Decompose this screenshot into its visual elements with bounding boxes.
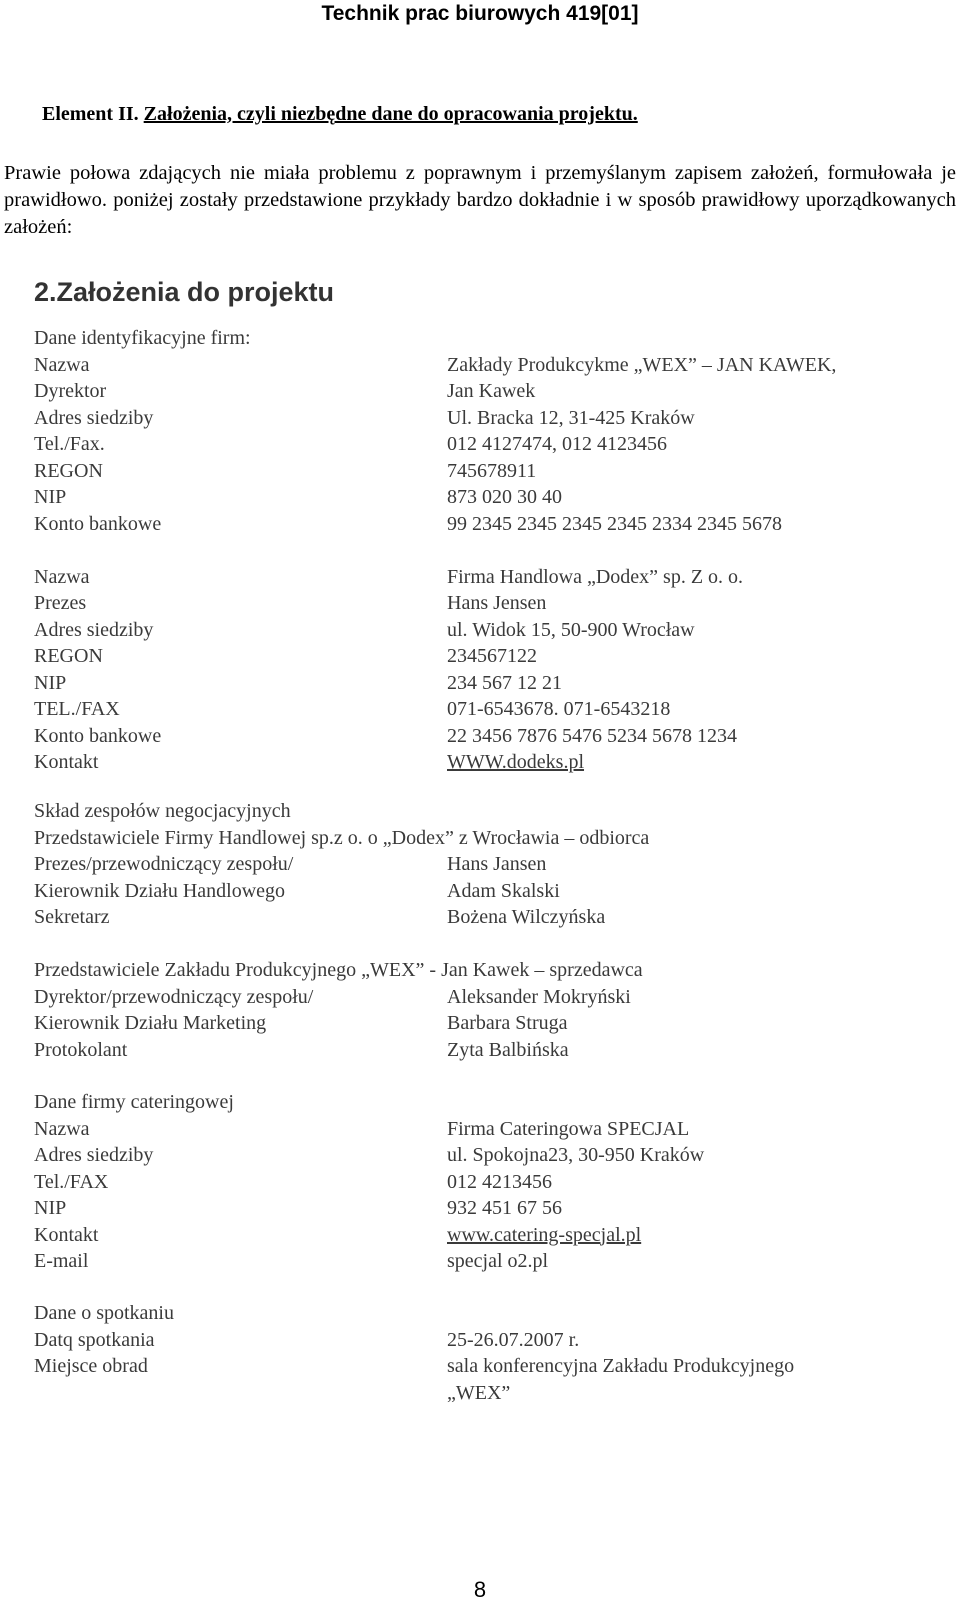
field-label: Nazwa — [34, 1117, 90, 1140]
field-value: 012 4213456 — [447, 1170, 552, 1193]
section-label: Element II. — [42, 103, 139, 125]
field-value: 071-6543678. 071-6543218 — [447, 698, 671, 720]
firm2-list — [34, 566, 934, 778]
field-value: ul. Spokojna23, 30-950 Kraków — [447, 1144, 705, 1166]
field-value: Zakłady Produkcykme „WEX” – JAN KAWEK, — [447, 353, 837, 376]
field-label: Dyrektor — [34, 380, 107, 402]
field-row — [34, 1012, 934, 1039]
field-value: Hans Jensen — [447, 592, 547, 614]
team1-heading: Przedstawiciele Firmy Handlowej sp.z o. o „Dodex” z Wrocławia – odbiorca — [34, 826, 650, 849]
field-value: Hans Jansen — [447, 853, 547, 875]
field-label: NIP — [34, 671, 67, 694]
field-row — [34, 619, 934, 646]
field-label: Tel./FAX — [34, 1170, 109, 1193]
field-value: specjal o2.pl — [447, 1250, 549, 1272]
section-title: Założenia, czyli niezbędne dane do opracowania projektu. — [143, 103, 638, 125]
intro-paragraph — [4, 160, 956, 241]
teams-heading: Skład zespołów negocjacyjnych — [34, 800, 291, 822]
field-row — [34, 566, 934, 593]
field-row — [34, 592, 934, 619]
field-row — [34, 645, 934, 672]
field-label: Adres siedziby — [34, 1144, 154, 1166]
field-row — [34, 1224, 934, 1251]
field-row — [34, 1171, 934, 1198]
field-value: 25-26.07.2007 r. — [447, 1328, 580, 1351]
field-value: sala konferencyjna Zakładu Produkcyjnego — [447, 1355, 795, 1377]
field-value: Adam Skalski — [447, 879, 560, 902]
page-number: 8 — [473, 1577, 487, 1602]
field-row — [34, 1039, 934, 1066]
field-row — [34, 725, 934, 752]
field-label: Protokolant — [34, 1038, 128, 1061]
field-label: NIP — [34, 486, 67, 508]
catering-heading: Dane firmy cateringowej — [34, 1091, 234, 1113]
field-label: Prezes/przewodniczący zespołu/ — [34, 853, 294, 875]
field-value: 012 4127474, 012 4123456 — [447, 433, 667, 455]
firm1-list — [34, 354, 934, 540]
field-label: REGON — [34, 459, 103, 482]
field-row — [34, 751, 934, 778]
field-label: REGON — [34, 645, 103, 667]
field-label: Kontakt — [34, 1223, 99, 1246]
field-label: Dyrektor/przewodniczący zespołu/ — [34, 985, 314, 1008]
scanned-document — [0, 265, 960, 1465]
field-label: Konto bankowe — [34, 512, 162, 535]
field-value: 932 451 67 56 — [447, 1197, 562, 1219]
team2-list — [34, 986, 934, 1066]
field-row — [34, 1144, 934, 1171]
firms-heading: Dane identyfikacyjne firm: — [34, 327, 251, 349]
field-row — [34, 407, 934, 434]
team1-list — [34, 853, 934, 933]
field-label: Prezes — [34, 592, 87, 614]
field-row — [34, 460, 934, 487]
field-label: Nazwa — [34, 353, 90, 376]
field-label: TEL./FAX — [34, 698, 120, 720]
field-row — [34, 880, 934, 907]
team2-heading: Przedstawiciele Zakładu Produkcyjnego „WEX” - Jan Kawek – sprzedawca — [34, 959, 643, 981]
field-value: 234567122 — [447, 645, 537, 667]
meeting-section — [34, 1302, 934, 1408]
running-header: Technik prac biurowych 419[01] — [321, 2, 639, 25]
field-value: 234 567 12 21 — [447, 671, 562, 694]
field-row — [34, 698, 934, 725]
field-label: Datq spotkania — [34, 1328, 155, 1351]
field-row — [34, 433, 934, 460]
field-value: „WEX” — [447, 1381, 511, 1404]
field-label: Konto bankowe — [34, 724, 162, 747]
teams-section — [34, 800, 934, 1065]
field-row — [34, 1118, 934, 1145]
field-row — [34, 1197, 934, 1224]
field-value: Zyta Balbińska — [447, 1038, 569, 1061]
field-row — [34, 1382, 934, 1409]
field-value: Ul. Bracka 12, 31-425 Kraków — [447, 406, 695, 429]
field-value: 873 020 30 40 — [447, 486, 562, 508]
field-row — [34, 354, 934, 381]
field-row — [34, 380, 934, 407]
scan-title: 2.Założenia do projektu — [34, 277, 335, 307]
field-value: Barbara Struga — [447, 1012, 568, 1034]
catering-section — [34, 1091, 934, 1277]
intro-text: Prawie połowa zdających nie miała problemu z poprawnym i przemyślanym zapisem założeń, formułowała je prawidłowo. poniżej zostały przedstawione przykłady bardzo dokładnie i w sposób prawidłowy uporządkowanych założeń: — [4, 162, 956, 238]
field-row — [34, 513, 934, 540]
field-row — [34, 986, 934, 1013]
field-row — [34, 853, 934, 880]
field-label: Kontakt — [34, 751, 99, 773]
firms-section — [34, 327, 934, 778]
field-value: Aleksander Mokryński — [447, 985, 631, 1008]
website-link: WWW.dodeks.pl — [447, 751, 585, 773]
catering-list — [34, 1118, 934, 1277]
field-label: Nazwa — [34, 565, 90, 588]
field-row — [34, 1329, 934, 1356]
field-row — [34, 486, 934, 513]
field-value: Bożena Wilczyńska — [447, 906, 606, 928]
field-value: 99 2345 2345 2345 2345 2334 2345 5678 — [447, 512, 782, 535]
meeting-list — [34, 1329, 934, 1409]
field-row — [34, 1250, 934, 1277]
field-row — [34, 1355, 934, 1382]
field-value: ul. Widok 15, 50-900 Wrocław — [447, 618, 695, 641]
field-label: Kierownik Działu Marketing — [34, 1012, 267, 1034]
field-value: Jan Kawek — [447, 380, 536, 402]
field-label: Adres siedziby — [34, 406, 154, 429]
field-label: Tel./Fax. — [34, 433, 105, 455]
field-label: Miejsce obrad — [34, 1355, 148, 1377]
field-label: Sekretarz — [34, 906, 110, 928]
field-label: Adres siedziby — [34, 618, 154, 641]
field-value: 22 3456 7876 5476 5234 5678 1234 — [447, 724, 737, 747]
field-value: Firma Cateringowa SPECJAL — [447, 1117, 690, 1140]
meeting-heading: Dane o spotkaniu — [34, 1302, 174, 1324]
field-label: E-mail — [34, 1250, 89, 1272]
field-value: 745678911 — [447, 459, 537, 482]
field-label: Kierownik Działu Handlowego — [34, 879, 286, 902]
field-row — [34, 672, 934, 699]
field-row — [34, 906, 934, 933]
field-label: NIP — [34, 1197, 67, 1219]
field-value: Firma Handlowa „Dodex” sp. Z o. o. — [447, 565, 744, 588]
section-heading — [42, 103, 638, 126]
website-link: www.catering-specjal.pl — [447, 1223, 642, 1246]
